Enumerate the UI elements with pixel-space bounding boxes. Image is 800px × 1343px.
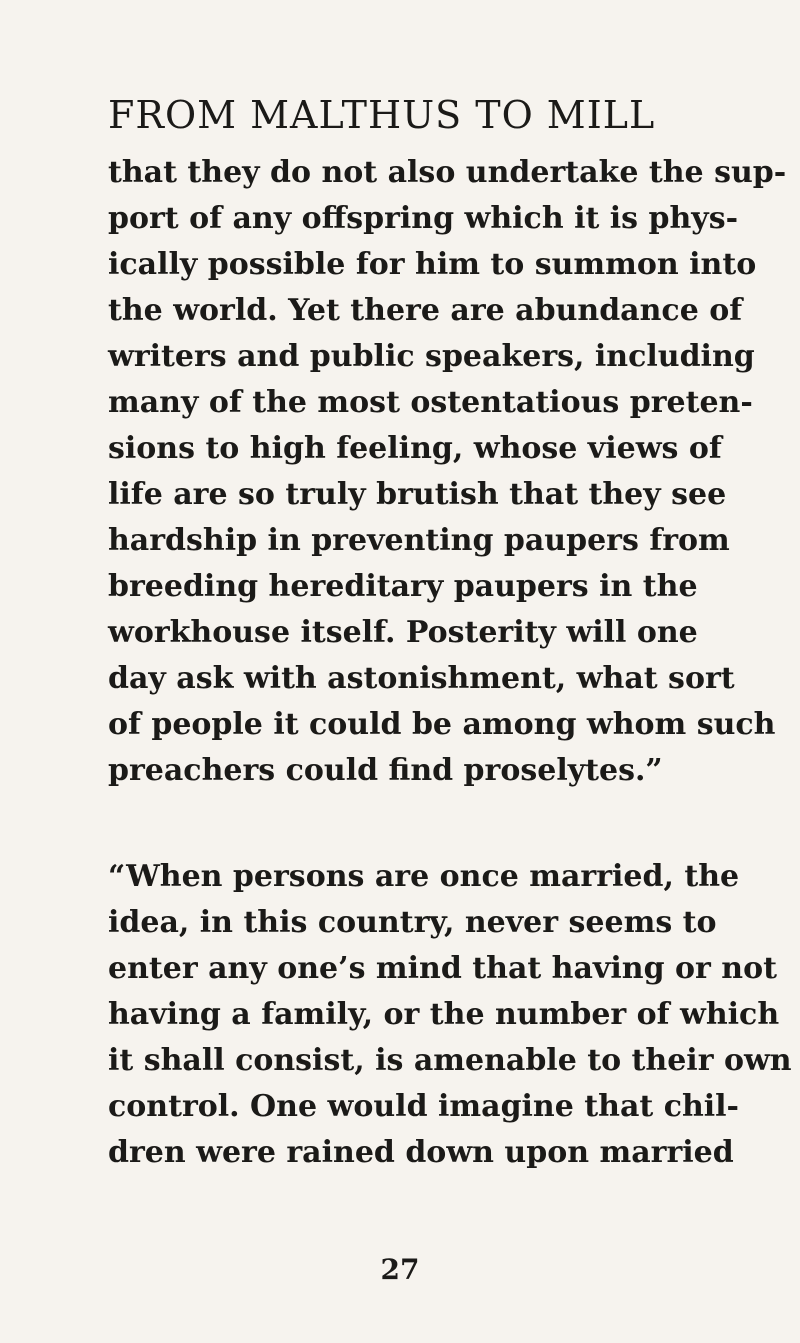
paragraph-2 — [108, 854, 792, 1176]
text-line: the world. Yet there are abundance of — [108, 293, 743, 328]
text-line: hardship in preventing paupers from — [108, 523, 730, 558]
text-line: many of the most ostentatious preten- — [108, 385, 753, 420]
text-line: day ask with astonishment, what sort — [108, 661, 735, 696]
running-head: FROM MALTHUS TO MILL — [108, 93, 656, 137]
paragraph-gap — [108, 794, 688, 854]
text-line: ically possible for him to summon into — [108, 247, 757, 282]
body-text — [108, 150, 792, 1176]
text-line: it shall consist, is amenable to their own — [108, 1043, 792, 1078]
paragraph-1 — [108, 150, 787, 794]
text-line: that they do not also undertake the sup- — [108, 155, 787, 190]
page-number: 27 — [380, 1253, 420, 1286]
text-line: writers and public speakers, including — [108, 339, 755, 374]
text-line: idea, in this country, never seems to — [108, 905, 717, 940]
text-line: breeding hereditary paupers in the — [108, 569, 698, 604]
text-line: of people it could be among whom such — [108, 707, 776, 742]
text-line: control. One would imagine that chil- — [108, 1089, 740, 1124]
text-line: enter any one’s mind that having or not — [108, 951, 777, 986]
text-line: workhouse itself. Posterity will one — [108, 615, 698, 650]
text-line: having a family, or the number of which — [108, 997, 780, 1032]
text-line: “When persons are once married, the — [108, 859, 740, 894]
text-line: preachers could find proselytes.” — [108, 753, 663, 788]
text-line: sions to high feeling, whose views of — [108, 431, 722, 466]
text-line: life are so truly brutish that they see — [108, 477, 727, 512]
text-line: port of any offspring which it is phys- — [108, 201, 739, 236]
text-line: dren were rained down upon married — [108, 1135, 734, 1170]
